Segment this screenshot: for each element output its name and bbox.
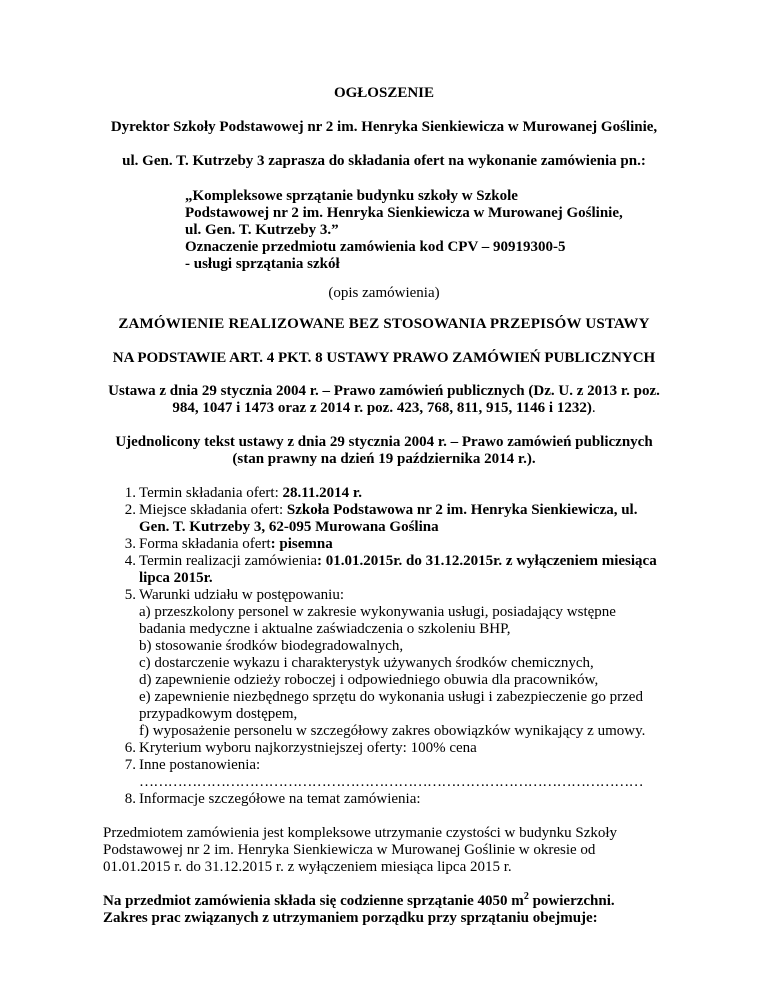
dotted-line: …………………………………………………………………………………………… bbox=[139, 774, 644, 790]
list-number: 6. bbox=[124, 740, 136, 756]
heading-1: ZAMÓWIENIE REALIZOWANE BEZ STOSOWANIA PRZEPISÓW USTAWY bbox=[118, 316, 650, 332]
list-number: 2. bbox=[124, 502, 136, 518]
subject-line-1: „Kompleksowe sprzątanie budynku szkoły w Szkole bbox=[185, 188, 518, 204]
intro-line-2: ul. Gen. T. Kutrzeby 3 zaprasza do składania ofert na wykonanie zamówienia pn.: bbox=[122, 153, 646, 169]
list-item: Miejsce składania ofert: Szkoła Podstawowa nr 2 im. Henryka Sienkiewicza, ul. bbox=[139, 502, 638, 518]
list-item: Termin realizacji zamówienia: 01.01.2015r. do 31.12.2015r. z wyłączeniem miesiąca bbox=[139, 553, 657, 569]
condition-line: f) wyposażenie personelu w szczegółowy zakres obowiązków wynikający z umowy. bbox=[139, 723, 646, 739]
list-item-cont: lipca 2015r. bbox=[139, 570, 213, 586]
heading-2: NA PODSTAWIE ART. 4 PKT. 8 USTAWY PRAWO ZAMÓWIEŃ PUBLICZNYCH bbox=[112, 350, 656, 366]
subject-cpv-desc: - usługi sprzątania szkół bbox=[185, 256, 340, 272]
condition-line: c) dostarczenie wykazu i charakterystyk używanych środków chemicznych, bbox=[139, 655, 594, 671]
condition-line: badania medyczne i aktualne zaświadczenia o szkoleniu BHP, bbox=[139, 621, 511, 637]
opis-label: (opis zamówienia) bbox=[328, 285, 440, 301]
subject-cpv: Oznaczenie przedmiotu zamówienia kod CPV – 90919300-5 bbox=[185, 239, 566, 255]
list-number: 5. bbox=[124, 587, 136, 603]
list-item-cont: Gen. T. Kutrzeby 3, 62-095 Murowana Goślina bbox=[139, 519, 439, 535]
closing-line-2: Zakres prac związanych z utrzymaniem porządku przy sprzątaniu obejmuje: bbox=[103, 910, 598, 926]
law-line-1: Ustawa z dnia 29 stycznia 2004 r. – Prawo zamówień publicznych (Dz. U. z 2013 r. poz. bbox=[108, 383, 660, 399]
condition-line: d) zapewnienie odzieży roboczej i odpowiedniego obuwia dla pracowników, bbox=[139, 672, 599, 688]
subject-line-3: ul. Gen. T. Kutrzeby 3.” bbox=[185, 222, 339, 238]
consolidated-line-2: (stan prawny na dzień 19 października 2014 r.). bbox=[232, 451, 536, 467]
consolidated-line-1: Ujednolicony tekst ustawy z dnia 29 stycznia 2004 r. – Prawo zamówień publicznych bbox=[115, 434, 653, 450]
subject-line-2: Podstawowej nr 2 im. Henryka Sienkiewicza w Murowanej Goślinie, bbox=[185, 205, 623, 221]
list-item: Kryterium wyboru najkorzystniejszej oferty: 100% cena bbox=[139, 740, 477, 756]
intro-line-1: Dyrektor Szkoły Podstawowej nr 2 im. Henryka Sienkiewicza w Murowanej Goślinie, bbox=[110, 119, 658, 135]
list-number: 8. bbox=[124, 791, 136, 807]
paragraph-line-2: Podstawowej nr 2 im. Henryka Sienkiewicza w Murowanej Goślinie w okresie od bbox=[103, 842, 596, 858]
list-number: 3. bbox=[124, 536, 136, 552]
list-item: Forma składania ofert: pisemna bbox=[139, 536, 333, 552]
list-number: 4. bbox=[124, 553, 136, 569]
paragraph-line-3: 01.01.2015 r. do 31.12.2015 r. z wyłączeniem miesiąca lipca 2015 r. bbox=[103, 859, 512, 875]
list-item: Warunki udziału w postępowaniu: bbox=[139, 587, 344, 603]
closing-line-1: Na przedmiot zamówienia składa się codzienne sprzątanie 4050 $m^2$ powierzchni. bbox=[103, 891, 615, 909]
list-item: Informacje szczegółowe na temat zamówienia: bbox=[139, 791, 421, 807]
paragraph-line-1: Przedmiotem zamówienia jest kompleksowe utrzymanie czystości w budynku Szkoły bbox=[103, 825, 618, 841]
condition-line: przypadkowym dostępem, bbox=[139, 706, 298, 722]
list-item: Termin składania ofert: 28.11.2014 r. bbox=[139, 485, 362, 501]
law-line-2: 984, 1047 i 1473 oraz z 2014 r. poz. 423, 768, 811, 915, 1146 i 1232). bbox=[172, 400, 596, 416]
document-title: OGŁOSZENIE bbox=[333, 85, 435, 101]
list-number: 1. bbox=[124, 485, 136, 501]
condition-line: a) przeszkolony personel w zakresie wykonywania usługi, posiadający wstępne bbox=[139, 604, 616, 620]
condition-line: b) stosowanie środków biodegradowalnych, bbox=[139, 638, 404, 654]
list-number: 7. bbox=[124, 757, 136, 773]
list-item: Inne postanowienia: bbox=[139, 757, 261, 773]
condition-line: e) zapewnienie niezbędnego sprzętu do wykonania usługi i zabezpieczenie go przed bbox=[139, 689, 643, 705]
